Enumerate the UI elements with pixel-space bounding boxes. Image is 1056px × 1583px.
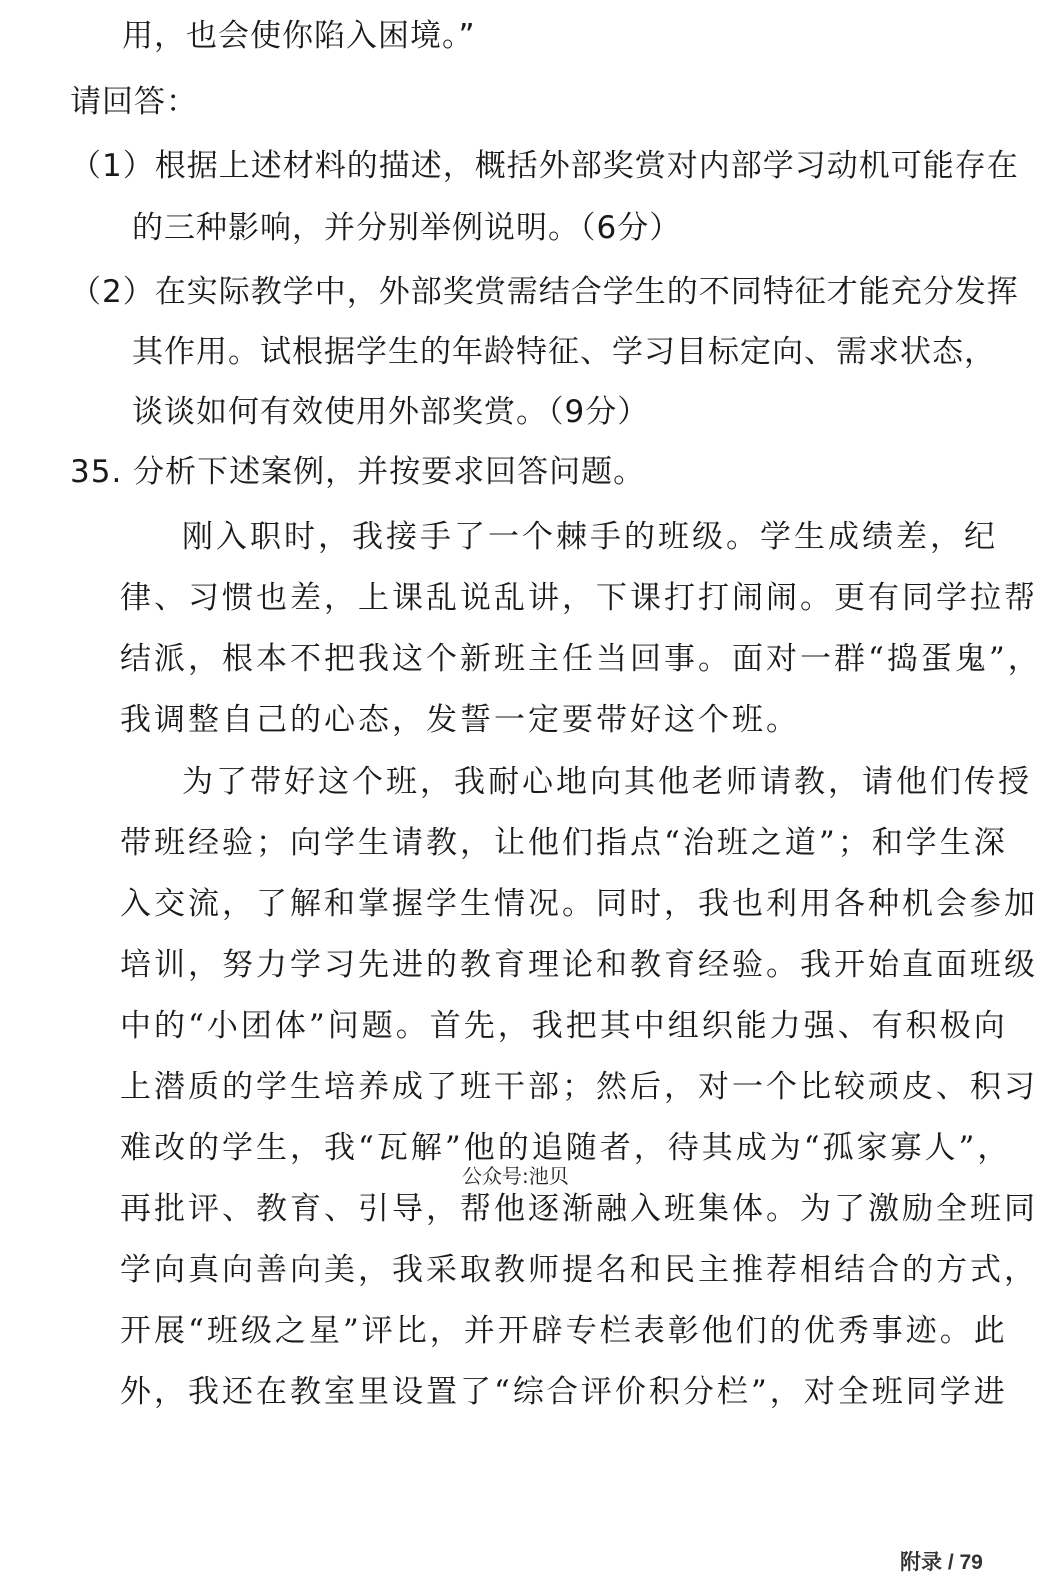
case-paragraph-line: 入交流，了解和掌握学生情况。同时，我也利用各种机会参加 <box>120 886 1038 922</box>
case-paragraph-line: 学向真向善向美，我采取教师提名和民主推荐相结合的方式， <box>120 1252 1038 1288</box>
case-paragraph-line: 外，我还在教室里设置了“综合评价积分栏”，对全班同学进 <box>120 1374 1008 1410</box>
case-paragraph-line: 刚入职时，我接手了一个棘手的班级。学生成绩差，纪 <box>182 519 998 555</box>
q34-part1-line2: 的三种影响，并分别举例说明。（6分） <box>132 210 682 246</box>
watermark: 公众号:池贝 <box>462 1164 569 1188</box>
prompt-label: 请回答： <box>70 84 198 120</box>
case-paragraph-line: 培训，努力学习先进的教育理论和教育经验。我开始直面班级 <box>120 947 1038 983</box>
case-paragraph-line: 律、习惯也差，上课乱说乱讲，下课打打闹闹。更有同学拉帮 <box>120 580 1038 616</box>
case-paragraph-line: 带班经验；向学生请教，让他们指点“治班之道”；和学生深 <box>120 825 1008 861</box>
page-number: 附录 / 79 <box>900 1551 983 1574</box>
top-fragment: 用，也会使你陷入困境。” <box>122 18 476 54</box>
q34-part2-line2: 其作用。试根据学生的年龄特征、学习目标定向、需求状态， <box>132 334 996 370</box>
case-paragraph-line: 结派，根本不把我这个新班主任当回事。面对一群“捣蛋鬼”， <box>120 641 1042 677</box>
case-paragraph-line: 上潜质的学生培养成了班干部；然后，对一个比较顽皮、积习 <box>120 1069 1038 1105</box>
q34-part2-line3: 谈谈如何有效使用外部奖赏。（9分） <box>132 394 650 430</box>
q35-heading: 35. 分析下述案例，并按要求回答问题。 <box>70 454 646 490</box>
case-paragraph-line: 再批评、教育、引导，帮他逐渐融入班集体。为了激励全班同 <box>120 1191 1038 1227</box>
case-paragraph-line: 难改的学生，我“瓦解”他的追随者，待其成为“孤家寡人”， <box>120 1130 1012 1166</box>
case-paragraph-line: 为了带好这个班，我耐心地向其他老师请教，请他们传授 <box>182 764 1032 800</box>
case-paragraph-line: 开展“班级之星”评比，并开辟专栏表彰他们的优秀事迹。此 <box>120 1313 1008 1349</box>
q34-part2-line1: （2）在实际教学中，外部奖赏需结合学生的不同特征才能充分发挥 <box>70 274 1019 310</box>
case-paragraph-line: 中的“小团体”问题。首先，我把其中组织能力强、有积极向 <box>120 1008 1008 1044</box>
q34-part1-line1: （1）根据上述材料的描述，概括外部奖赏对内部学习动机可能存在 <box>70 148 1019 184</box>
case-paragraph-line: 我调整自己的心态，发誓一定要带好这个班。 <box>120 702 800 738</box>
